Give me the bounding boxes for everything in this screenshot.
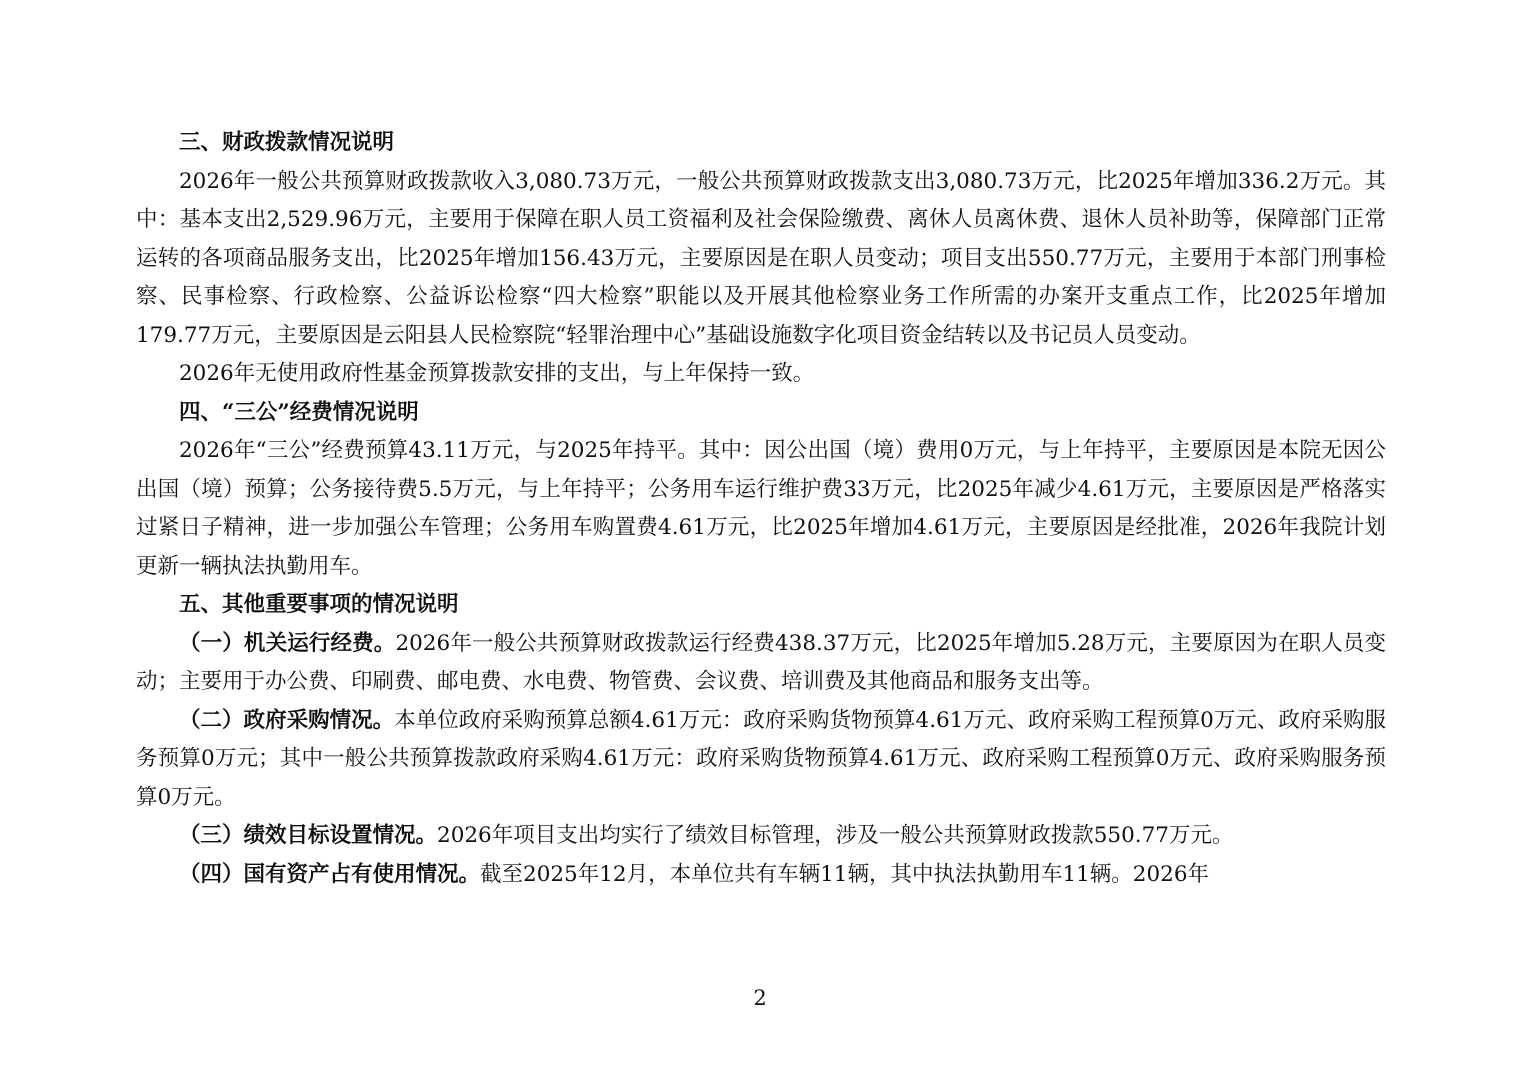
item-text-operating-expenses: 2026年一般公共预算财政拨款运行经费438.37万元，比2025年增加5.28万元，主要原因为在职人员变动；主要用于办公费、印刷费、邮电费、水电费、物管费、会议费、培训费及其他商品和服务支出等。 — [136, 630, 1386, 694]
item-lead-state-assets: （四）国有资产占有使用情况。 — [179, 861, 481, 887]
item-text-government-procurement: 本单位政府采购预算总额4.61万元：政府采购货物预算4.61万元、政府采购工程预算0万元、政府采购服务预算0万元；其中一般公共预算拨款政府采购4.61万元：政府采购货物预算4.61万元、政府采购工程预算0万元、政府采购服务预算0万元。 — [136, 707, 1386, 810]
item-text-performance-targets: 2026年项目支出均实行了绩效目标管理，涉及一般公共预算财政拨款550.77万元。 — [437, 823, 1234, 848]
paragraph-government-procurement — [136, 702, 1386, 818]
section-heading-other-matters: 五、其他重要事项的情况说明 — [179, 592, 459, 617]
item-lead-performance-targets: （三）绩效目标设置情况。 — [179, 823, 438, 848]
paragraph-three-public-expenses: 2026年“三公”经费预算43.11万元，与2025年持平。其中：因公出国（境）费用0万元，与上年持平，主要原因是本院无因公出国（境）预算；公务接待费5.5万元，与上年持平；公务用车运行维护费33万元，比2025年减少4.61万元，主要原因是严格落实过紧日子精神，进一步加强公车管理；公务用车购置费4.61万元，比2025年增加4.61万元，主要原因是经批准，2026年我院计划更新一辆执法执勤用车。 — [136, 438, 1386, 579]
paragraph-fiscal-appropriation: 2026年一般公共预算财政拨款收入3,080.73万元，一般公共预算财政拨款支出3,080.73万元，比2025年增加336.2万元。其中：基本支出2,529.96万元，主要用于保障在职人员工资福利及社会保险缴费、离休人员离休费、退休人员补助等，保障部门正常运转的各项商品服务支出，比2025年增加156.43万元，主要原因是在职人员变动；项目支出550.77万元，主要用于本部门刑事检察、民事检察、行政检察、公益诉讼检察“四大检察”职能以及开展其他检察业务工作所需的办案开支重点工作，比2025年增加179.77万元，主要原因是云阳县人民检察院“轻罪治理中心”基础设施数字化项目资金结转以及书记员人员变动。 — [136, 168, 1386, 348]
paragraph-performance-targets — [136, 817, 1386, 856]
paragraph-state-assets — [136, 856, 1386, 895]
item-lead-operating-expenses: （一）机关运行经费。 — [179, 630, 396, 656]
section-heading-fiscal-appropriation: 三、财政拨款情况说明 — [179, 130, 395, 155]
page-number: 2 — [753, 986, 767, 1010]
section-heading-three-public-expenses: 四、“三公”经费情况说明 — [179, 399, 419, 425]
paragraph-government-fund: 2026年无使用政府性基金预算拨款安排的支出，与上年保持一致。 — [179, 361, 815, 386]
document-page — [136, 124, 1386, 894]
item-text-state-assets: 截至2025年12月，本单位共有车辆11辆，其中执法执勤用车11辆。2026年 — [480, 861, 1210, 887]
paragraph-operating-expenses — [136, 625, 1386, 702]
item-lead-government-procurement: （二）政府采购情况。 — [179, 707, 395, 733]
